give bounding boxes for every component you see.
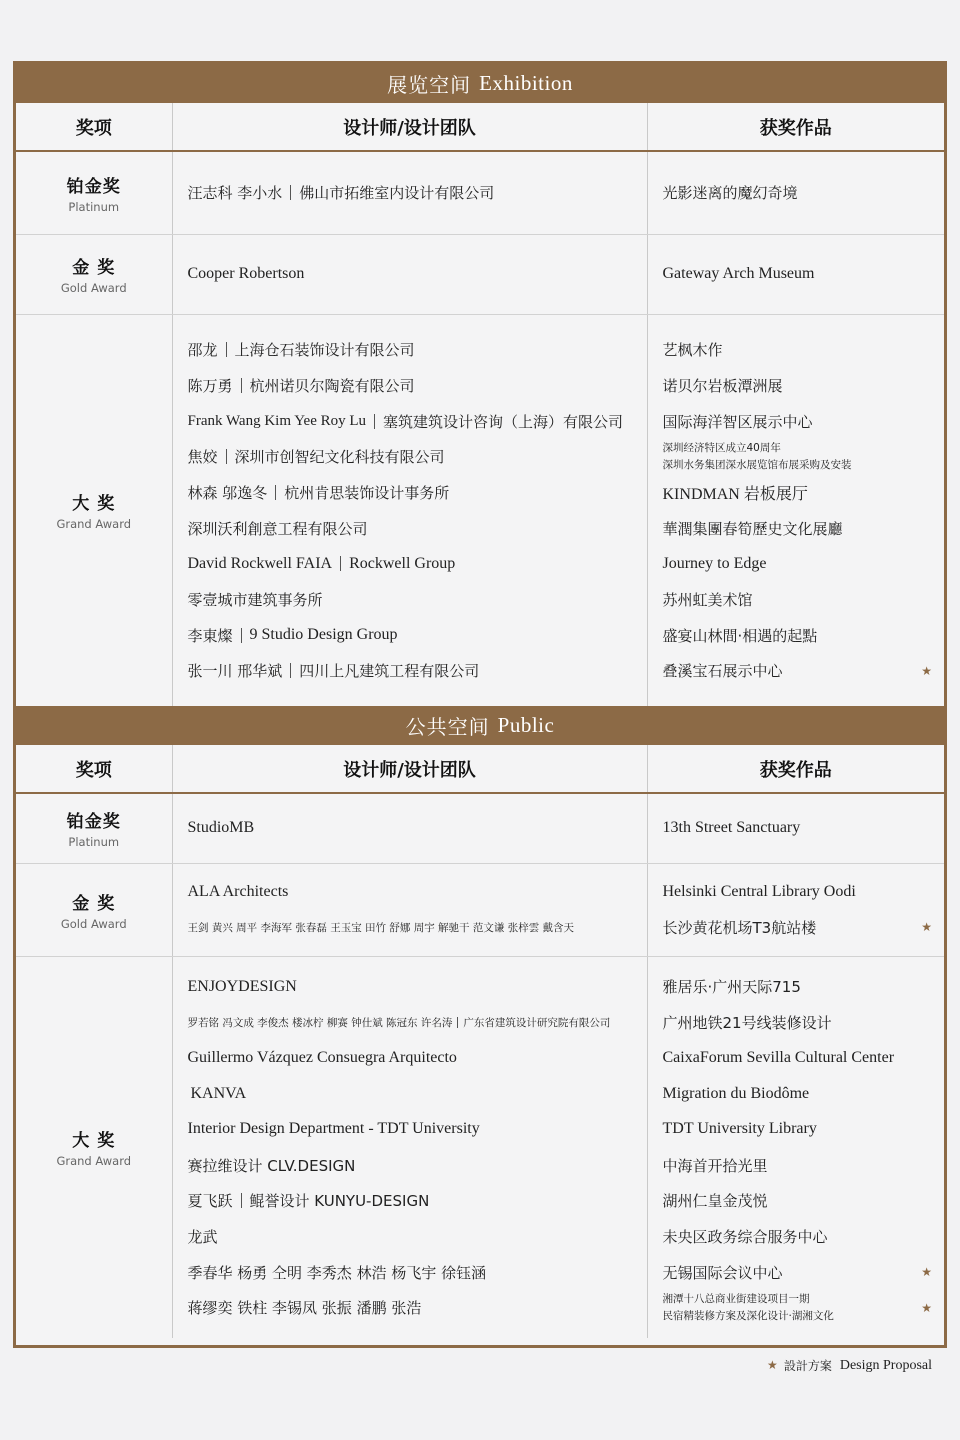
work-line: 长沙黄花机场T3航站楼 ★	[662, 918, 932, 937]
designer-line: 季春华 杨勇 仝明 李秀杰 林浩 杨飞宇 徐钰涵	[187, 1263, 487, 1282]
designer-line: 李東燦 9 Studio Design Group	[187, 626, 398, 645]
work-line: TDT University Library	[662, 1120, 817, 1138]
section-title-en: Public	[497, 713, 555, 737]
designer-cell	[172, 234, 647, 314]
work-line: KINDMAN 岩板展厅	[662, 485, 808, 503]
star-icon: ★	[921, 920, 932, 935]
work-line: Migration du Biodôme	[662, 1084, 810, 1102]
work-cell	[647, 234, 944, 314]
work-cell	[647, 314, 944, 706]
award-name-en: Grand Award	[56, 517, 132, 532]
designer-line: 王剑 黄兴 周平 李海军 张春磊 王玉宝 田竹 舒娜 周宇 解驰干 范文谦 张梓雲 戴含天	[187, 921, 575, 934]
col-header-award: 奖项	[16, 745, 172, 793]
award-cell	[16, 956, 172, 1338]
table-row	[16, 151, 944, 234]
work-cell	[647, 956, 944, 1338]
designer-cell	[172, 151, 647, 234]
public-table	[16, 745, 944, 1338]
designer-line: David Rockwell FAIA Rockwell Group	[187, 554, 456, 572]
award-name-en: Grand Award	[56, 1154, 132, 1169]
award-name: 金 奖	[72, 258, 116, 278]
work-line: 国际海洋智区展示中心	[662, 412, 813, 431]
award-cell	[16, 863, 172, 956]
designer-line: 焦姣 深圳市创智纪文化科技有限公司	[187, 448, 445, 467]
designer-line: 林森 邬逸冬 杭州肯思装饰设计事务所	[187, 483, 450, 502]
designer-line: 蒋缪奕 铁柱 李锡凤 张振 潘鹏 张浩	[187, 1299, 422, 1318]
section-title-cn: 展览空间	[387, 73, 472, 97]
work-line: 湘潭十八总商业街建设项目一期 民宿精装修方案及深化设计·湖湘文化 ★	[662, 1292, 932, 1322]
table-row	[16, 956, 944, 1338]
work-line: 雅居乐·广州天际715	[662, 978, 801, 997]
section-title-en: Exhibition	[479, 71, 573, 95]
award-cell	[16, 314, 172, 706]
award-name: 铂金奖	[66, 812, 121, 833]
work-line: 苏州虹美术馆	[662, 590, 753, 609]
table-row	[16, 863, 944, 956]
work-line: 广州地铁21号线装修设计	[662, 1013, 832, 1032]
work-line: 湖州仁皇金茂悦	[662, 1192, 768, 1211]
award-name-en: Platinum	[68, 835, 120, 850]
designer-line: ENJOYDESIGN	[187, 977, 297, 995]
award-name-en: Gold Award	[60, 281, 127, 295]
work-line: 诺贝尔岩板潭洲展	[662, 376, 783, 395]
designer-line: 零壹城市建筑事务所	[187, 590, 323, 609]
designer-line: 汪志科 李小水 佛山市拓维室内设计有限公司	[187, 184, 495, 203]
work-line: Helsinki Central Library Oodi	[662, 882, 856, 900]
designer-line: 龙武	[187, 1227, 218, 1246]
award-name-en: Platinum	[68, 199, 120, 214]
award-name: 金 奖	[72, 893, 116, 914]
col-header-work: 获奖作品	[647, 103, 944, 151]
designer-line: Guillermo Vázquez Consuegra Arquitecto	[187, 1049, 457, 1067]
col-header-work: 获奖作品	[647, 745, 944, 793]
col-header-designer: 设计师/设计团队	[172, 103, 647, 151]
work-line: Gateway Arch Museum	[662, 265, 815, 282]
exhibition-table	[16, 103, 944, 706]
star-icon: ★	[767, 1358, 778, 1372]
work-line: 光影迷离的魔幻奇境	[662, 184, 798, 203]
work-line: 叠溪宝石展示中心 ★	[662, 662, 932, 681]
award-name-en: Gold Award	[60, 916, 127, 931]
designer-line: Cooper Robertson	[187, 265, 305, 282]
designer-line: 罗若铭 冯文成 李俊杰 楼冰柠 柳赛 钟仕斌 陈冠东 许名涛 广东省建筑设计研究院有限公司	[187, 1016, 611, 1029]
table-row	[16, 314, 944, 706]
legend-label-en: Design Proposal	[839, 1357, 932, 1373]
legend-design-proposal	[767, 1357, 932, 1374]
award-name: 铂金奖	[66, 176, 121, 197]
section-header-exhibition	[16, 64, 944, 103]
work-cell	[647, 151, 944, 234]
designer-line: KANVA	[190, 1084, 247, 1102]
award-name: 大 奖	[72, 494, 116, 515]
designer-line: 夏飞跃 鲲誉设计 KUNYU-DESIGN	[187, 1192, 430, 1211]
work-line: 華潤集團春筍歷史文化展廳	[662, 519, 843, 538]
award-cell	[16, 151, 172, 234]
star-icon: ★	[921, 663, 932, 678]
col-header-award: 奖项	[16, 103, 172, 151]
designer-line: 赛拉维设计 CLV.DESIGN	[187, 1156, 356, 1175]
work-cell	[647, 793, 944, 863]
designer-cell	[172, 956, 647, 1338]
work-line: 中海首开拾光里	[662, 1156, 768, 1175]
work-line: CaixaForum Sevilla Cultural Center	[662, 1049, 895, 1067]
award-cell	[16, 234, 172, 314]
designer-line: Frank Wang Kim Yee Roy Lu 塞筑建筑设计咨询（上海）有限公司	[187, 412, 624, 431]
designer-line: 陈万勇 杭州诺贝尔陶瓷有限公司	[187, 376, 415, 395]
work-line: Journey to Edge	[662, 554, 767, 572]
work-line: 深圳经济特区成立40周年 深圳水务集团深水展览馆布展采购及安装	[662, 441, 852, 471]
table-row	[16, 234, 944, 314]
work-line: 无锡国际会议中心 ★	[662, 1263, 932, 1282]
section-title-cn: 公共空间	[405, 715, 490, 739]
star-icon: ★	[921, 1265, 932, 1280]
designer-line: Interior Design Department - TDT University	[187, 1120, 480, 1138]
work-line: 未央区政务综合服务中心	[662, 1227, 828, 1246]
designer-line: 邵龙 上海仓石装饰设计有限公司	[187, 341, 415, 360]
work-line: 13th Street Sanctuary	[662, 819, 801, 837]
star-icon: ★	[921, 1301, 932, 1315]
designer-line: 张一川 邢华斌 四川上凡建筑工程有限公司	[187, 662, 480, 681]
work-line: 艺枫木作	[662, 341, 723, 360]
section-header-public	[16, 706, 944, 745]
awards-table-frame	[13, 61, 947, 1348]
designer-cell	[172, 314, 647, 706]
col-header-designer: 设计师/设计团队	[172, 745, 647, 793]
designer-line: 深圳沃利創意工程有限公司	[187, 519, 368, 538]
award-cell	[16, 793, 172, 863]
table-row	[16, 793, 944, 863]
work-cell	[647, 863, 944, 956]
designer-cell	[172, 863, 647, 956]
legend-label-cn: 設計方案	[783, 1359, 832, 1373]
designer-line: StudioMB	[187, 819, 255, 837]
designer-cell	[172, 793, 647, 863]
award-name: 大 奖	[72, 1131, 116, 1152]
work-line: 盛宴山林間·相遇的起點	[662, 626, 818, 645]
designer-line: ALA Architects	[187, 882, 289, 900]
